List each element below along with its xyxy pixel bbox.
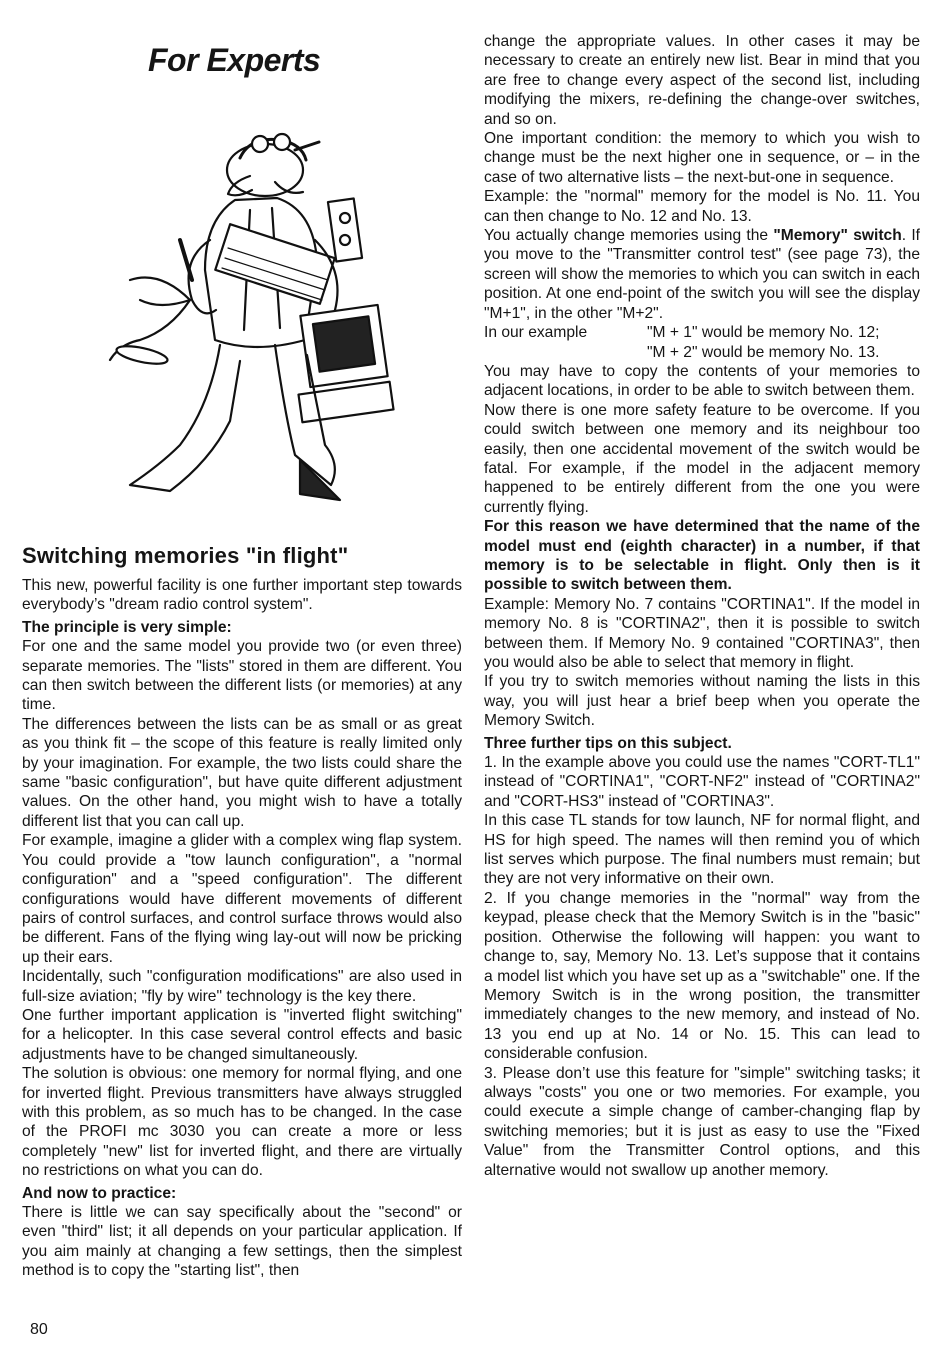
text-run: You actually change memories using the	[484, 227, 774, 245]
right-column	[484, 32, 920, 1180]
tips-subheading: Three further tips on this subject.	[484, 734, 732, 752]
page-title: For Experts	[148, 42, 321, 78]
paragraph: In this case TL stands for tow launch, NF for normal flight, and HS for high speed. The names will then remind you of which list serves which purpose. The final numbers must remain; but they are not very informative on their own.	[484, 812, 920, 888]
bold-rule-paragraph: For this reason we have determined that the name of the model must end (eighth character) in a number, if that memory is to be selectable in flight. Only then is it possible to switch between them.	[484, 518, 920, 594]
expert-cartoon-illustration	[100, 130, 440, 520]
memory-switch-term: "Memory" switch	[773, 227, 902, 245]
paragraph: There is little we can say specifically about the "second" or even "third" list; it all depends on your particular application. If you aim mainly at changing a few settings, then the simplest method is to copy the "starting list", then	[22, 1204, 462, 1280]
example-label: In our example	[484, 324, 588, 342]
paragraph: You may have to copy the contents of your memories to adjacent locations, in order to be able to switch between them.	[484, 362, 920, 400]
paragraph	[484, 226, 920, 323]
paragraph: The differences between the lists can be as small or as great as you think fit – the scope of this feature is really limited only by your imagination. For example, the two lists could share the same "basic configuration", but have quite different adjustment values. On the other hand, you might wish to have a totally different list that you can call up.	[22, 715, 462, 830]
tip-paragraph: 2. If you change memories in the "normal" way from the keypad, please check that the Memory Switch is in the "basic" position. Otherwise the following will happen: you want to change to, say, Memory No. 13. Let’s suppose that it contains a model list which you have set up as a "switchable" one. If the Memory Switch is in the wrong position, the transmitter immediately changes to the new memory, and instead of No. 13 you end up at No. 14 or No. 15. This can lead to considerable confusion.	[484, 889, 920, 1063]
example-row	[484, 323, 920, 342]
paragraph: One important condition: the memory to which you wish to change must be the next higher one in sequence, or – in the case of two alternative lists – the next-but-one in sequence.	[484, 130, 920, 186]
principle-subheading: The principle is very simple:	[22, 618, 232, 636]
tip-paragraph: 1. In the example above you could use the names "CORT-TL1" instead of "CORTINA1", "CORT-NF2" instead of "CORTINA2" and "CORT-HS3" instead of "CORTINA3".	[484, 754, 920, 810]
paragraph: Now there is one more safety feature to be overcome. If you could switch between one memory and its neighbour too easily, then one accidental movement of the switch would be fatal. For example, if the model in the adjacent memory happened to be entirely different from the one you were currently flying.	[484, 401, 920, 516]
paragraph: The solution is obvious: one memory for normal flying, and one for inverted flight. Previous transmitters have always struggled with this problem, as so much has to be changed. In the case of the PROFI mc 3030 you can create a more or less completely "new" list for inverted flight, and there are virtually no restrictions on what you can do.	[22, 1065, 462, 1180]
intro-paragraph: This new, powerful facility is one further important step towards everybody’s "dream radio control system".	[22, 577, 462, 614]
paragraph: For example, imagine a glider with a complex wing flap system. You could provide a "tow launch configuration", a "normal configuration" and a "speed configuration". The different configurations would have different movements of different pairs of control surfaces, and control surface throws would also be different. Fans of the flying wing lay-out will now be pricking up their ears.	[22, 832, 462, 966]
page-number: 80	[30, 1321, 48, 1338]
paragraph: For one and the same model you provide two (or even three) separate memories. The "lists" stored in them are different. You can then switch between the different lists (or memories) at any time.	[22, 638, 462, 714]
paragraph: If you try to switch memories without naming the lists in this way, you will just hear a brief beep when you operate the Memory Switch.	[484, 673, 920, 730]
tip-paragraph: 3. Please don’t use this feature for "simple" switching tasks; it always "costs" you one or two memories. For example, you could execute a simple change of camber-changing flap by switching memories; but it is just as easy to use the "Fixed Value" from the Transmitter Control options, and this alternative would not swallow up another memory.	[484, 1064, 920, 1179]
practice-subheading: And now to practice:	[22, 1184, 177, 1202]
paragraph: Example: Memory No. 7 contains "CORTINA1". If the model in memory No. 8 is "CORTINA2", then it is possible to switch between them. If Memory No. 9 contained "CORTINA3", then you would also be able to select that memory in flight.	[484, 595, 920, 671]
paragraph: Incidentally, such "configuration modifications" are also used in full-size aviation; "fly by wire" technology is the key there.	[22, 968, 462, 1005]
paragraph: change the appropriate values. In other cases it may be necessary to create an entirely new list. Bear in mind that you are free to change every aspect of the second list, including modifying the mixers, re-defining the change-over switches, and so on.	[484, 33, 920, 128]
section-heading: Switching memories "in flight"	[22, 543, 349, 568]
text-run: . If you move to the "Transmitter control test" (see page 73), the screen will show the memories to which you can switch in each position. At one end-point of the switch you will see the display "M+1", in the other "M+2".	[484, 227, 920, 322]
left-column	[22, 576, 462, 1281]
paragraph: One further important application is "inverted flight switching" for a helicopter. In this case several control effects and basic adjustments have to be changed simultaneously.	[22, 1006, 462, 1063]
paragraph: Example: the "normal" memory for the model is No. 11. You can then change to No. 12 and No. 13.	[484, 188, 920, 225]
example-line: "M + 1" would be memory No. 12;	[647, 324, 880, 342]
example-line: "M + 2" would be memory No. 13.	[647, 343, 880, 361]
